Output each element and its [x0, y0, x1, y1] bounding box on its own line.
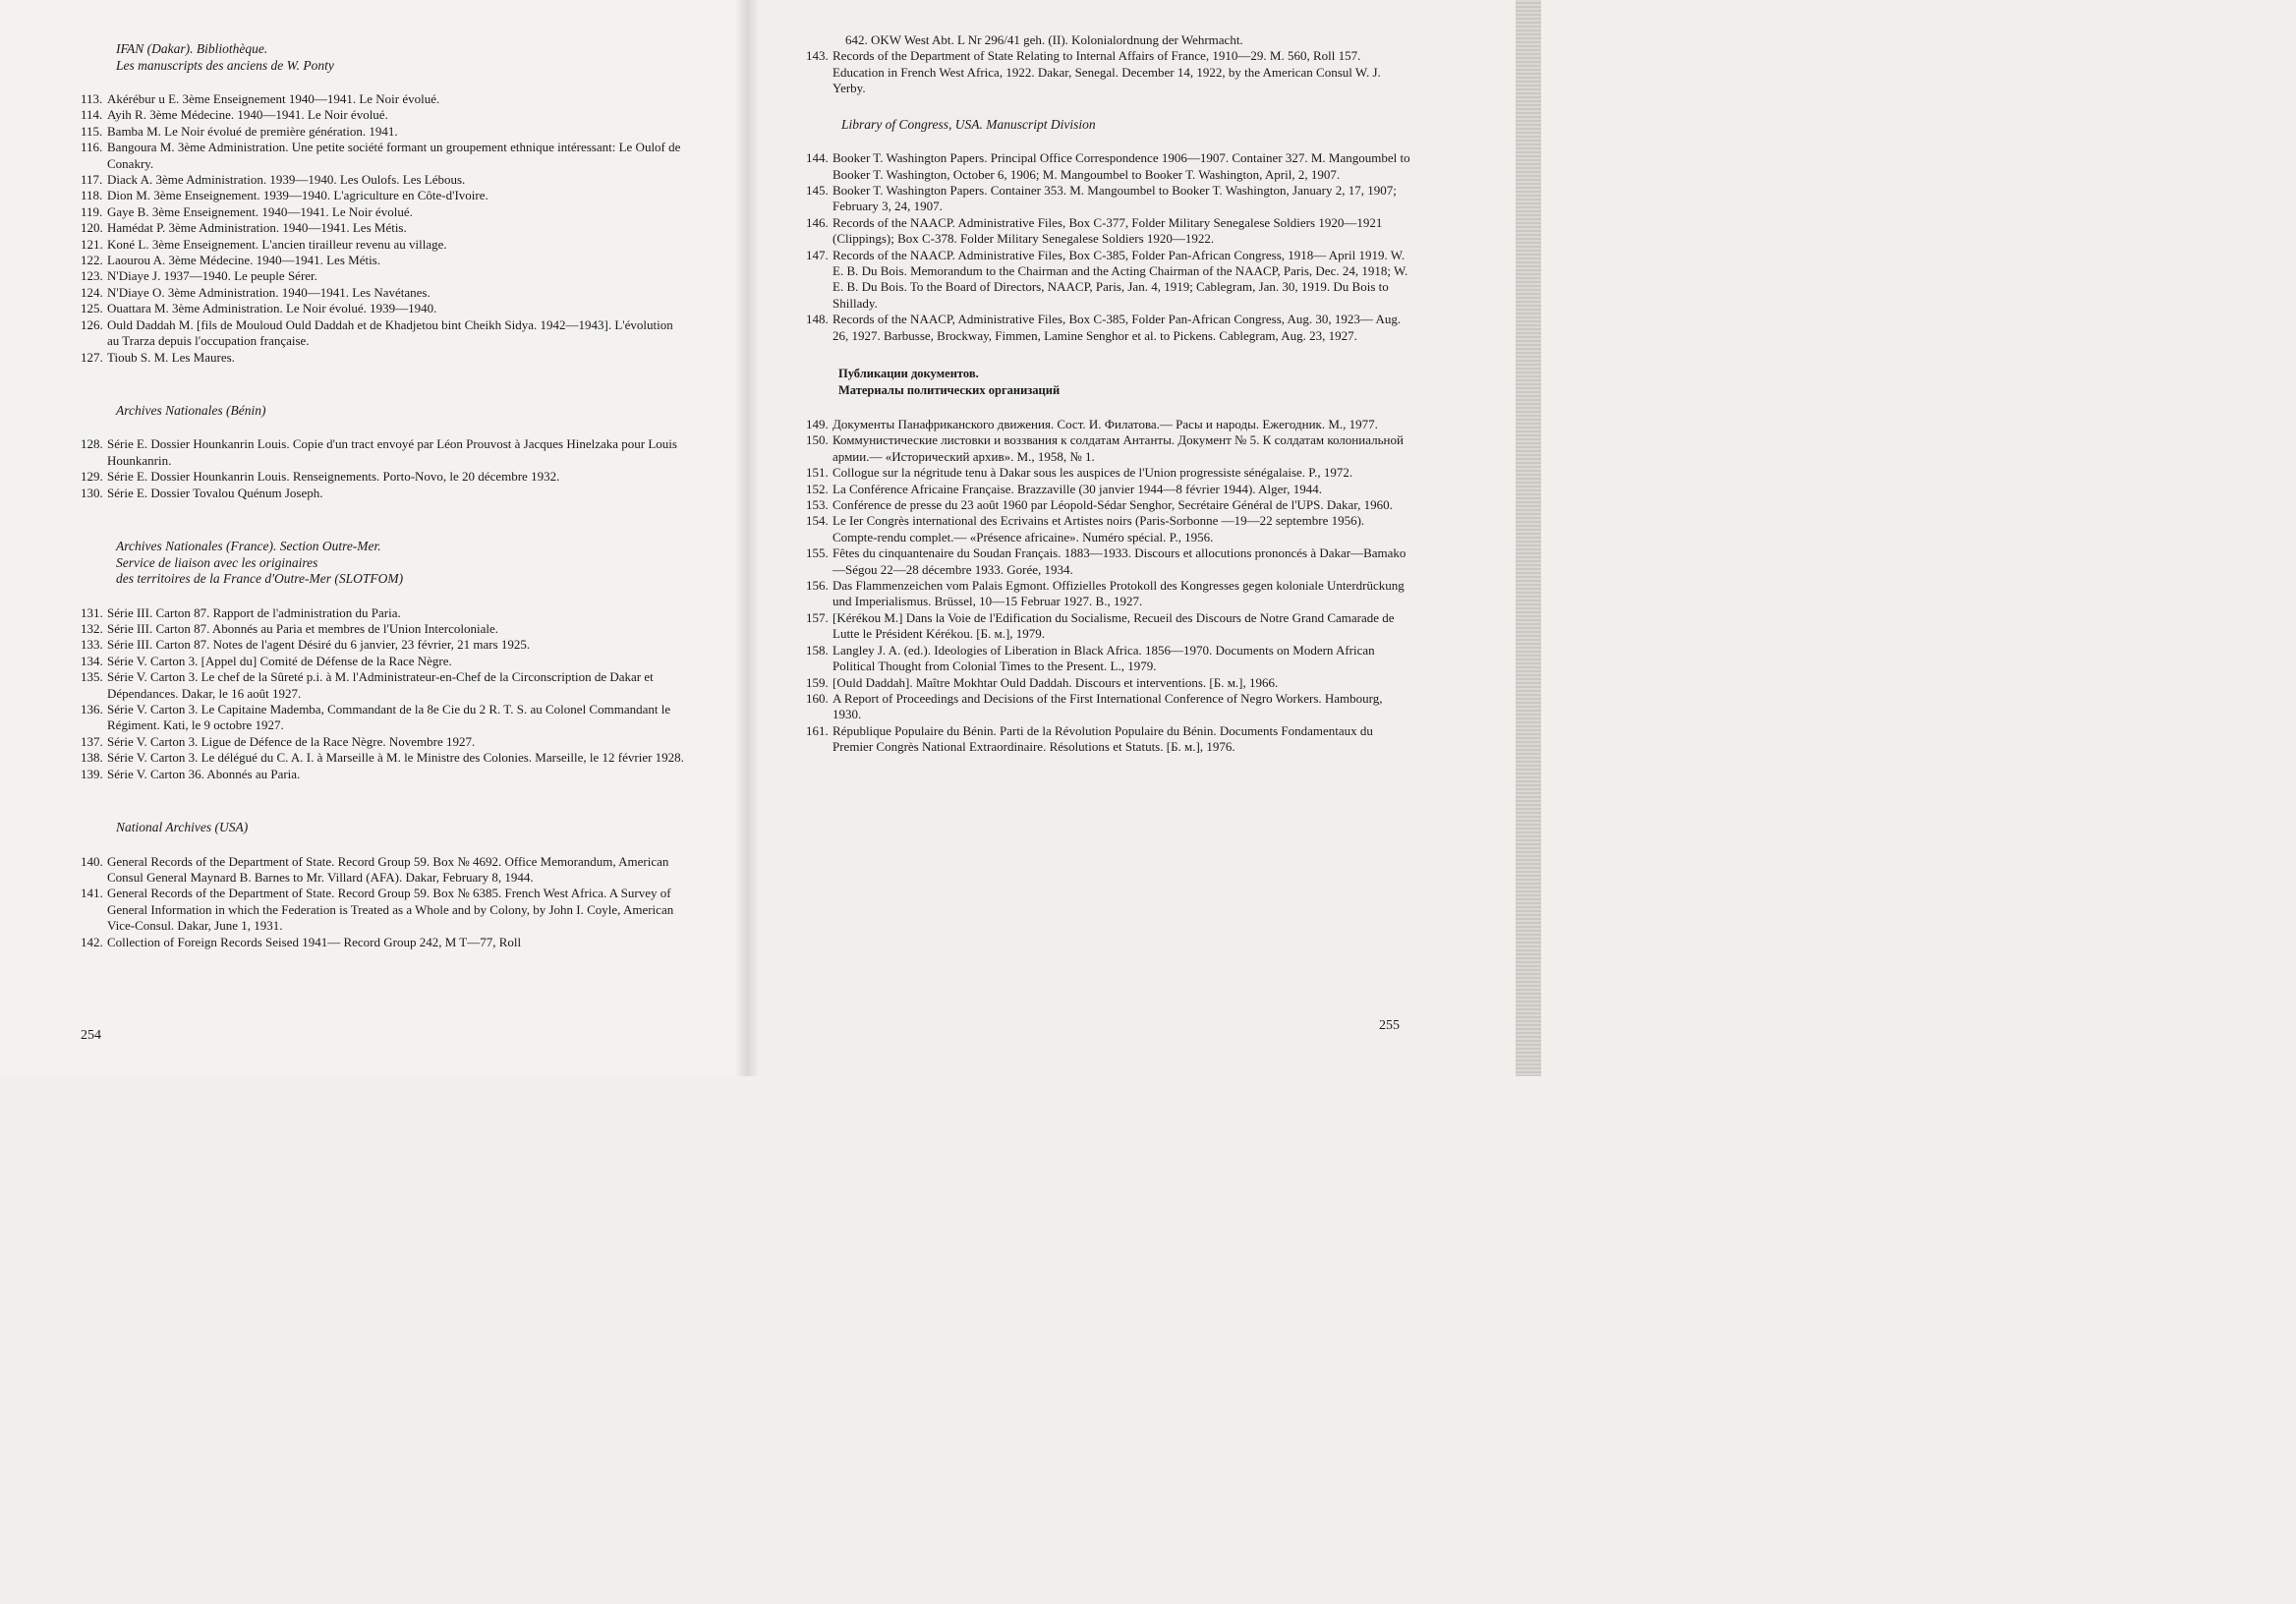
- bibliography-entry: [81, 188, 685, 203]
- bibliography-entry: [81, 637, 685, 653]
- entry-text: Records of the NAACP. Administrative Files, Box C-377, Folder Military Senegalese Soldiers 1920—1921 (Clippings); Box C-378. Folder Military Senegalese Soldiers 1920—1922.: [832, 214, 1383, 247]
- entry-number: 125.: [81, 301, 103, 316]
- entry-text: Série III. Carton 87. Rapport de l'administration du Paria.: [107, 604, 401, 620]
- bibliography-entry: [81, 140, 685, 172]
- bibliography-list: [81, 605, 685, 782]
- bibliography-entry: [81, 669, 685, 702]
- bibliography-entry: [81, 237, 685, 253]
- bibliography-entry: [81, 124, 685, 140]
- entry-text: N'Diaye J. 1937—1940. Le peuple Sérer.: [107, 268, 317, 284]
- entry-text: Série III. Carton 87. Notes de l'agent Désiré du 6 janvier, 23 février, 21 mars 1925.: [107, 637, 531, 653]
- entry-number: 138.: [81, 750, 103, 766]
- entry-number: 160.: [806, 690, 829, 706]
- bibliography-entry: [81, 91, 685, 107]
- entry-text: Série E. Dossier Hounkanrin Louis. Copie d'un tract envoyé par Léon Prouvost à Jacques Hinelzaka pour Louis Hounkanrin.: [107, 436, 677, 468]
- bibliography-entry: [81, 436, 685, 469]
- section-heading: [81, 41, 685, 74]
- entry-number: 115.: [81, 123, 103, 139]
- bibliography-entry: [806, 465, 1411, 481]
- bibliography-entry: [81, 702, 685, 734]
- entry-number: 152.: [806, 481, 829, 496]
- page-number: 255: [1379, 1018, 1400, 1033]
- section-heading: [81, 539, 685, 588]
- entry-number: 156.: [806, 578, 829, 594]
- bibliography-list: [806, 48, 1411, 96]
- page-number: 254: [81, 1028, 101, 1043]
- bibliography-entry: [806, 417, 1411, 432]
- bibliography-list: [806, 150, 1411, 344]
- entry-text: Conférence de presse du 23 août 1960 par Léopold-Sédar Senghor, Secrétaire Général de l'UPS. Dakar, 1960.: [832, 497, 1393, 513]
- heading-line: Library of Congress, USA. Manuscript Division: [841, 116, 1096, 132]
- heading-line: Публикации документов.: [838, 367, 979, 380]
- bibliography-entry: [81, 767, 685, 782]
- entry-number: 150.: [806, 432, 829, 448]
- section-heading: [806, 117, 1411, 134]
- bibliography-entry: [806, 183, 1411, 215]
- bibliography-entry: [81, 204, 685, 220]
- bibliography-entry: [806, 691, 1411, 723]
- entry-number: 122.: [81, 253, 103, 268]
- entry-text: General Records of the Department of State. Record Group 59. Box № 4692. Office Memorandum, American Consul General Maynard B. Barnes to Mr. Villard (AFA). Dakar, February 8, 1944.: [107, 853, 669, 885]
- entry-text: La Conférence Africaine Française. Brazzaville (30 janvier 1944—8 février 1944). Alger, 1944.: [832, 481, 1322, 496]
- entry-text: Tioub S. M. Les Maures.: [107, 349, 235, 365]
- section-heading: [81, 820, 685, 836]
- entry-number: 129.: [81, 469, 103, 485]
- bibliography-entry: [806, 482, 1411, 497]
- bibliography-entry: [81, 350, 685, 366]
- entry-number: 142.: [81, 934, 103, 949]
- entry-text: Booker T. Washington Papers. Principal Office Correspondence 1906—1907. Container 327. M. Mangoumbel to Booker T. Washington, October 6, 1906; M. Mangoumbel to Booker T. Washington, April, 2, 1907.: [832, 150, 1410, 182]
- entry-text: Koné L. 3ème Enseignement. L'ancien tirailleur revenu au village.: [107, 236, 447, 252]
- entry-number: 118.: [81, 188, 103, 203]
- bibliography-entry: [81, 935, 685, 950]
- entry-text: Série V. Carton 36. Abonnés au Paria.: [107, 766, 301, 781]
- bibliography-entry: [81, 220, 685, 236]
- bibliography-entry: [81, 172, 685, 188]
- heading-line: National Archives (USA): [116, 820, 249, 834]
- bibliography-entry: [81, 268, 685, 284]
- bibliography-entry: [806, 723, 1411, 756]
- heading-line: Les manuscripts des anciens de W. Ponty: [116, 57, 334, 73]
- entry-number: 117.: [81, 172, 103, 188]
- entry-number: 139.: [81, 766, 103, 781]
- bibliography-list: [81, 854, 685, 950]
- entry-text: Laourou A. 3ème Médecine. 1940—1941. Les Métis.: [107, 253, 380, 268]
- bibliography-entry: [81, 886, 685, 934]
- entry-number: 153.: [806, 497, 829, 513]
- right-column: [806, 32, 1411, 756]
- entry-number: 144.: [806, 150, 829, 166]
- bibliography-entry: [806, 150, 1411, 183]
- entry-text: [Kérékou M.] Dans la Voie de l'Edification du Socialisme, Recueil des Discours de Notre Grand Camarade de Lutte le Président Kérékou. [Б. м.], 1979.: [832, 609, 1395, 642]
- entry-number: 130.: [81, 485, 103, 500]
- bibliography-entry: [806, 513, 1411, 545]
- entry-text: Diack A. 3ème Administration. 1939—1940. Les Oulofs. Les Lébous.: [107, 172, 466, 188]
- entry-text: Dion M. 3ème Enseignement. 1939—1940. L'agriculture en Côte-d'Ivoire.: [107, 188, 488, 203]
- entry-number: 151.: [806, 465, 829, 481]
- entry-number: 149.: [806, 417, 829, 431]
- entry-text: Série E. Dossier Hounkanrin Louis. Renseignements. Porto-Novo, le 20 décembre 1932.: [107, 469, 560, 485]
- heading-line: Service de liaison avec les originaires: [116, 554, 318, 570]
- heading-line: Материалы политических организаций: [838, 383, 1061, 397]
- entry-number: 132.: [81, 620, 103, 636]
- bibliography-entry: [806, 248, 1411, 313]
- entry-number: 121.: [81, 236, 103, 252]
- entry-number: 131.: [81, 604, 103, 620]
- continuation-line: 642. OKW West Abt. L Nr 296/41 geh. (II). Kolonialordnung der Wehrmacht.: [845, 32, 1243, 47]
- entry-number: 133.: [81, 637, 103, 653]
- entry-number: 124.: [81, 284, 103, 300]
- entry-text: Akérébur u E. 3ème Enseignement 1940—1941. Le Noir évolué.: [107, 91, 440, 106]
- bibliography-entry: [806, 215, 1411, 248]
- entry-text: Records of the Department of State Relating to Internal Affairs of France, 1910—29. M. 560, Roll 157. Education in French West Africa, 1922. Dakar, Senegal. December 14, 1922, by the American Consul W. J. Yerby.: [832, 48, 1381, 96]
- entry-text: N'Diaye O. 3ème Administration. 1940—1941. Les Navétanes.: [107, 284, 430, 300]
- entry-number: 127.: [81, 349, 103, 365]
- bibliography-entry: [806, 675, 1411, 691]
- book-gutter: [735, 0, 759, 1076]
- bibliography-list: [806, 417, 1411, 756]
- entry-number: 135.: [81, 669, 103, 685]
- entry-number: 137.: [81, 733, 103, 749]
- section-heading: [806, 366, 1411, 399]
- section-heading: [81, 403, 685, 420]
- entry-text: Série V. Carton 3. Ligue de Défence de la Race Nègre. Novembre 1927.: [107, 733, 476, 749]
- bibliography-entry: [81, 285, 685, 301]
- bibliography-entry: [81, 253, 685, 268]
- entry-text: Langley J. A. (ed.). Ideologies of Liberation in Black Africa. 1856—1970. Documents on Modern African Political Thought from Colonial Times to the Present. L., 1979.: [832, 642, 1375, 674]
- entry-number: 155.: [806, 545, 829, 561]
- entry-text: Hamédat P. 3ème Administration. 1940—1941. Les Métis.: [107, 220, 407, 236]
- entry-text: Bamba M. Le Noir évolué de première génération. 1941.: [107, 123, 398, 139]
- entry-number: 143.: [806, 48, 829, 64]
- heading-line: Archives Nationales (Bénin): [116, 402, 266, 418]
- entry-number: 157.: [806, 609, 829, 625]
- bibliography-entry: [806, 610, 1411, 643]
- entry-text: Série III. Carton 87. Abonnés au Paria et membres de l'Union Intercoloniale.: [107, 620, 499, 636]
- entry-text: Série V. Carton 3. Le chef de la Sûreté p.i. à M. l'Administrateur-en-Chef de la Circonscription de Dakar et Dépendances. Dakar, le 16 août 1927.: [107, 669, 654, 701]
- entry-text: Collogue sur la négritude tenu à Dakar sous les auspices de l'Union progressiste sénégalaise. P., 1972.: [832, 465, 1353, 481]
- entry-text: République Populaire du Bénin. Parti de la Révolution Populaire du Bénin. Documents Fondamentaux du Premier Congrès National Extraordinaire. Résolutions et Statuts. [Б. м.], 1976.: [832, 722, 1373, 755]
- entry-text: Booker T. Washington Papers. Container 353. M. Mangoumbel to Booker T. Washington, January 2, 17, 1907; February 3, 24, 1907.: [832, 182, 1397, 214]
- entry-number: 114.: [81, 107, 103, 123]
- entry-number: 136.: [81, 701, 103, 716]
- entry-number: 147.: [806, 247, 829, 262]
- entry-text: A Report of Proceedings and Decisions of the First International Conference of Negro Workers. Hambourg, 1930.: [832, 690, 1383, 722]
- heading-line: Archives Nationales (France). Section Outre-Mer.: [116, 539, 381, 554]
- bibliography-entry: [81, 734, 685, 750]
- bibliography-entry: [81, 621, 685, 637]
- entry-text: Records of the NAACP, Administrative Files, Box C-385, Folder Pan-African Congress, Aug. 30, 1923— Aug. 26, 1927. Barbusse, Brockway, Fimmen, Lamine Senghor et al. to Pickens. Cablegram, Aug. 23, 1927.: [832, 312, 1402, 343]
- bibliography-entry: [81, 469, 685, 485]
- entry-text: Série E. Dossier Tovalou Quénum Joseph.: [107, 485, 323, 500]
- entry-number: 120.: [81, 220, 103, 236]
- bibliography-entry: [81, 654, 685, 669]
- entry-text: Records of the NAACP. Administrative Files, Box C-385, Folder Pan-African Congress, 1918— April 1919. W. E. B. Du Bois. Memorandum to the Chairman and the Acting Chairman of the NAACP, Paris, Dec. 24, 1918; W. E. B. Du Bois. To the Board of Directors, NAACP, Paris, Jan. 4, 1919; Cablegram, Jan. 30, 1919. Du Bois to Shillady.: [832, 247, 1408, 311]
- entry-number: 148.: [806, 312, 829, 327]
- entry-text: Документы Панафриканского движения. Сост. И. Филатова.— Расы и народы. Ежегодник. М., 1977.: [832, 417, 1378, 431]
- left-column: [81, 41, 685, 950]
- bibliography-entry: [81, 486, 685, 501]
- entry-text: Fêtes du cinquantenaire du Soudan Français. 1883—1933. Discours et allocutions prononcés à Dakar—Bamako—Ségou 22—28 décembre 1933. Gorée, 1934.: [832, 545, 1406, 577]
- entry-number: 145.: [806, 182, 829, 198]
- entry-text: General Records of the Department of State. Record Group 59. Box № 6385. French West Africa. A Survey of General Information in which the Federation is Treated as a Whole and by Colony, by John I. Coyle, American Vice-Consul. Dakar, June 1, 1931.: [107, 886, 674, 934]
- entry-number: 158.: [806, 642, 829, 658]
- bibliography-entry: [81, 750, 685, 766]
- entry-text: Série V. Carton 3. Le délégué du C. A. I. à Marseille à M. le Ministre des Colonies. Marseille, le 12 février 1928.: [107, 750, 684, 766]
- heading-line: IFAN (Dakar). Bibliothèque.: [116, 41, 268, 56]
- entry-number: 113.: [81, 91, 103, 106]
- bibliography-entry: [806, 545, 1411, 578]
- entry-number: 126.: [81, 316, 103, 332]
- entry-text: Bangoura M. 3ème Administration. Une petite société formant un groupement ethnique intéressant: Le Oulof de Conakry.: [107, 140, 681, 171]
- entry-number: 154.: [806, 513, 829, 529]
- bibliography-entry: [81, 854, 685, 887]
- entry-text: Ouattara M. 3ème Administration. Le Noir évolué. 1939—1940.: [107, 301, 437, 316]
- entry-number: 141.: [81, 886, 103, 901]
- entry-text: Collection of Foreign Records Seised 1941— Record Group 242, M T—77, Roll: [107, 934, 522, 949]
- bibliography-entry: [806, 643, 1411, 675]
- bibliography-entry: [806, 497, 1411, 513]
- entry-number: 159.: [806, 674, 829, 690]
- entry-text: [Ould Daddah]. Maître Mokhtar Ould Daddah. Discours et interventions. [Б. м.], 1966.: [832, 674, 1279, 690]
- page-edge: [1516, 0, 1541, 1076]
- bibliography-entry: [81, 605, 685, 621]
- bibliography-entry: [806, 432, 1411, 465]
- bibliography-entry: [81, 301, 685, 316]
- entry-text: Ould Daddah M. [fils de Mouloud Ould Daddah et de Khadjetou bint Cheikh Sidya. 1942—1943]. L'évolution au Trarza depuis l'occupation française.: [107, 316, 673, 349]
- heading-line: des territoires de la France d'Outre-Mer (SLOTFOM): [116, 571, 404, 587]
- entry-number: 161.: [806, 722, 829, 738]
- entry-text: Ayih R. 3ème Médecine. 1940—1941. Le Noir évolué.: [107, 107, 388, 123]
- entry-number: 146.: [806, 214, 829, 230]
- bibliography-entry: [81, 317, 685, 350]
- entry-text: Série V. Carton 3. Le Capitaine Mademba, Commandant de la 8e Cie du 2 R. T. S. au Colonel Commandant le Régiment. Kati, le 9 octobre 1927.: [107, 701, 671, 733]
- entry-number: 119.: [81, 203, 103, 219]
- entry-text: Коммунистические листовки и воззвания к солдатам Антанты. Документ № 5. К солдатам колониальной армии.— «Исторический архив». М., 1958, № 1.: [832, 432, 1404, 464]
- bibliography-entry: [81, 107, 685, 123]
- bibliography-list: [81, 436, 685, 501]
- bibliography-entry: [806, 578, 1411, 610]
- bibliography-list: [81, 91, 685, 366]
- entry-text: Le Ier Congrès international des Ecrivains et Artistes noirs (Paris-Sorbonne —19—22 septembre 1956). Compte-rendu complet.— «Présence africaine». Numéro spécial. P., 1956.: [832, 513, 1365, 544]
- entry-number: 128.: [81, 436, 103, 452]
- entry-number: 116.: [81, 140, 103, 155]
- entry-text: Das Flammenzeichen vom Palais Egmont. Offizielles Protokoll des Kongresses gegen koloniale Unterdrückung und Imperialismus. Brüssel, 10—15 Februar 1927. B., 1927.: [832, 578, 1405, 609]
- entry-number: 123.: [81, 268, 103, 284]
- entry-number: 134.: [81, 653, 103, 668]
- bibliography-entry: [806, 48, 1411, 96]
- entry-text: Série V. Carton 3. [Appel du] Comité de Défense de la Race Nègre.: [107, 653, 452, 668]
- entry-text: Gaye B. 3ème Enseignement. 1940—1941. Le Noir évolué.: [107, 203, 413, 219]
- entry-number: 140.: [81, 853, 103, 869]
- bibliography-entry: [806, 312, 1411, 344]
